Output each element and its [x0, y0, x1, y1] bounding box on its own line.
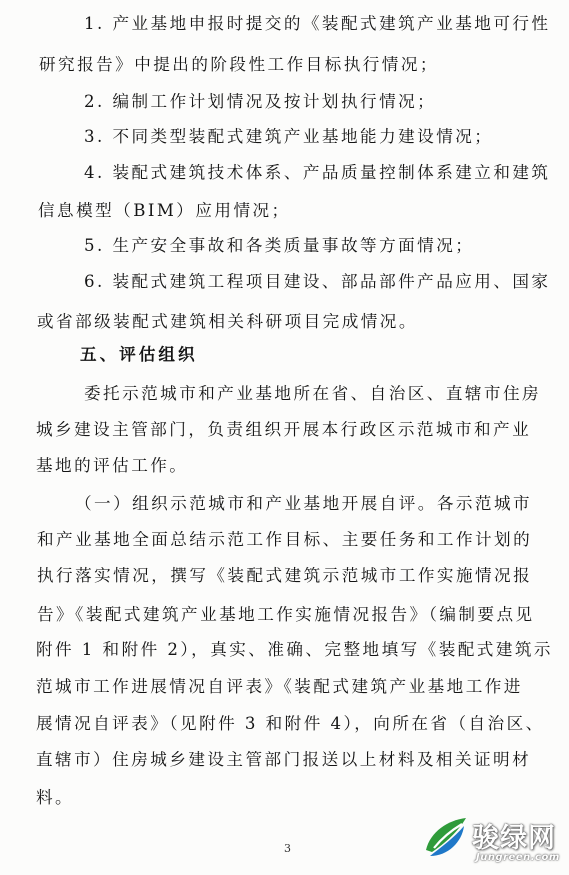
text-line: 展情况自评表》（见附件 3 和附件 4），向所在省（自治区、: [36, 714, 545, 733]
text-line: 直辖市）住房城乡建设主管部门报送以上材料及相关证明材: [36, 750, 532, 769]
leaf-swirl-logo-icon: [420, 812, 470, 862]
watermark: [418, 808, 566, 870]
text-line: 城乡建设主管部门，负责组织开展本行政区示范城市和产业: [36, 420, 532, 439]
text-line: （一）组织示范城市和产业基地开展自评。各示范城市: [75, 494, 533, 513]
text-line: 研究报告》中提出的阶段性工作目标执行情况；: [39, 55, 439, 74]
text-line: 范城市工作进展情况自评表》《装配式建筑产业基地工作进: [36, 677, 523, 696]
section-heading: 五、评估组织: [80, 345, 198, 364]
text-line: 6. 装配式建筑工程项目建设、部品部件产品应用、国家: [84, 272, 551, 291]
text-line: 执行落实情况，撰写《装配式建筑示范城市工作实施情况报: [37, 566, 533, 585]
text-line: 基地的评估工作。: [36, 456, 189, 475]
text-line: 或省部级装配式建筑相关科研项目完成情况。: [37, 312, 418, 331]
text-line: 3. 不同类型装配式建筑产业基地能力建设情况；: [84, 127, 494, 146]
text-line: 5. 生产安全事故和各类质量事故等方面情况；: [84, 236, 475, 255]
text-line: 2. 编制工作计划情况及按计划执行情况；: [84, 92, 437, 111]
text-line: 委托示范城市和产业基地所在省、自治区、直辖市住房: [84, 384, 542, 403]
watermark-url: Jungreen.com: [476, 852, 560, 863]
text-line: 和产业基地全面总结示范工作目标、主要任务和工作计划的: [37, 530, 533, 549]
text-line: 附件 1 和附件 2），真实、准确、完整地填写《装配式建筑示: [36, 640, 553, 659]
page-number: 3: [284, 842, 291, 855]
text-line: 信息模型（BIM）应用情况；: [38, 201, 291, 220]
text-line: 4. 装配式建筑技术体系、产品质量控制体系建立和建筑: [84, 163, 551, 182]
watermark-name: 骏绿网: [472, 823, 556, 854]
text-line: 告》《装配式建筑产业基地工作实施情况报告》（编制要点见: [37, 605, 535, 624]
text-line: 料。: [36, 788, 75, 807]
text-line: 1. 产业基地申报时提交的《装配式建筑产业基地可行性: [84, 14, 551, 33]
